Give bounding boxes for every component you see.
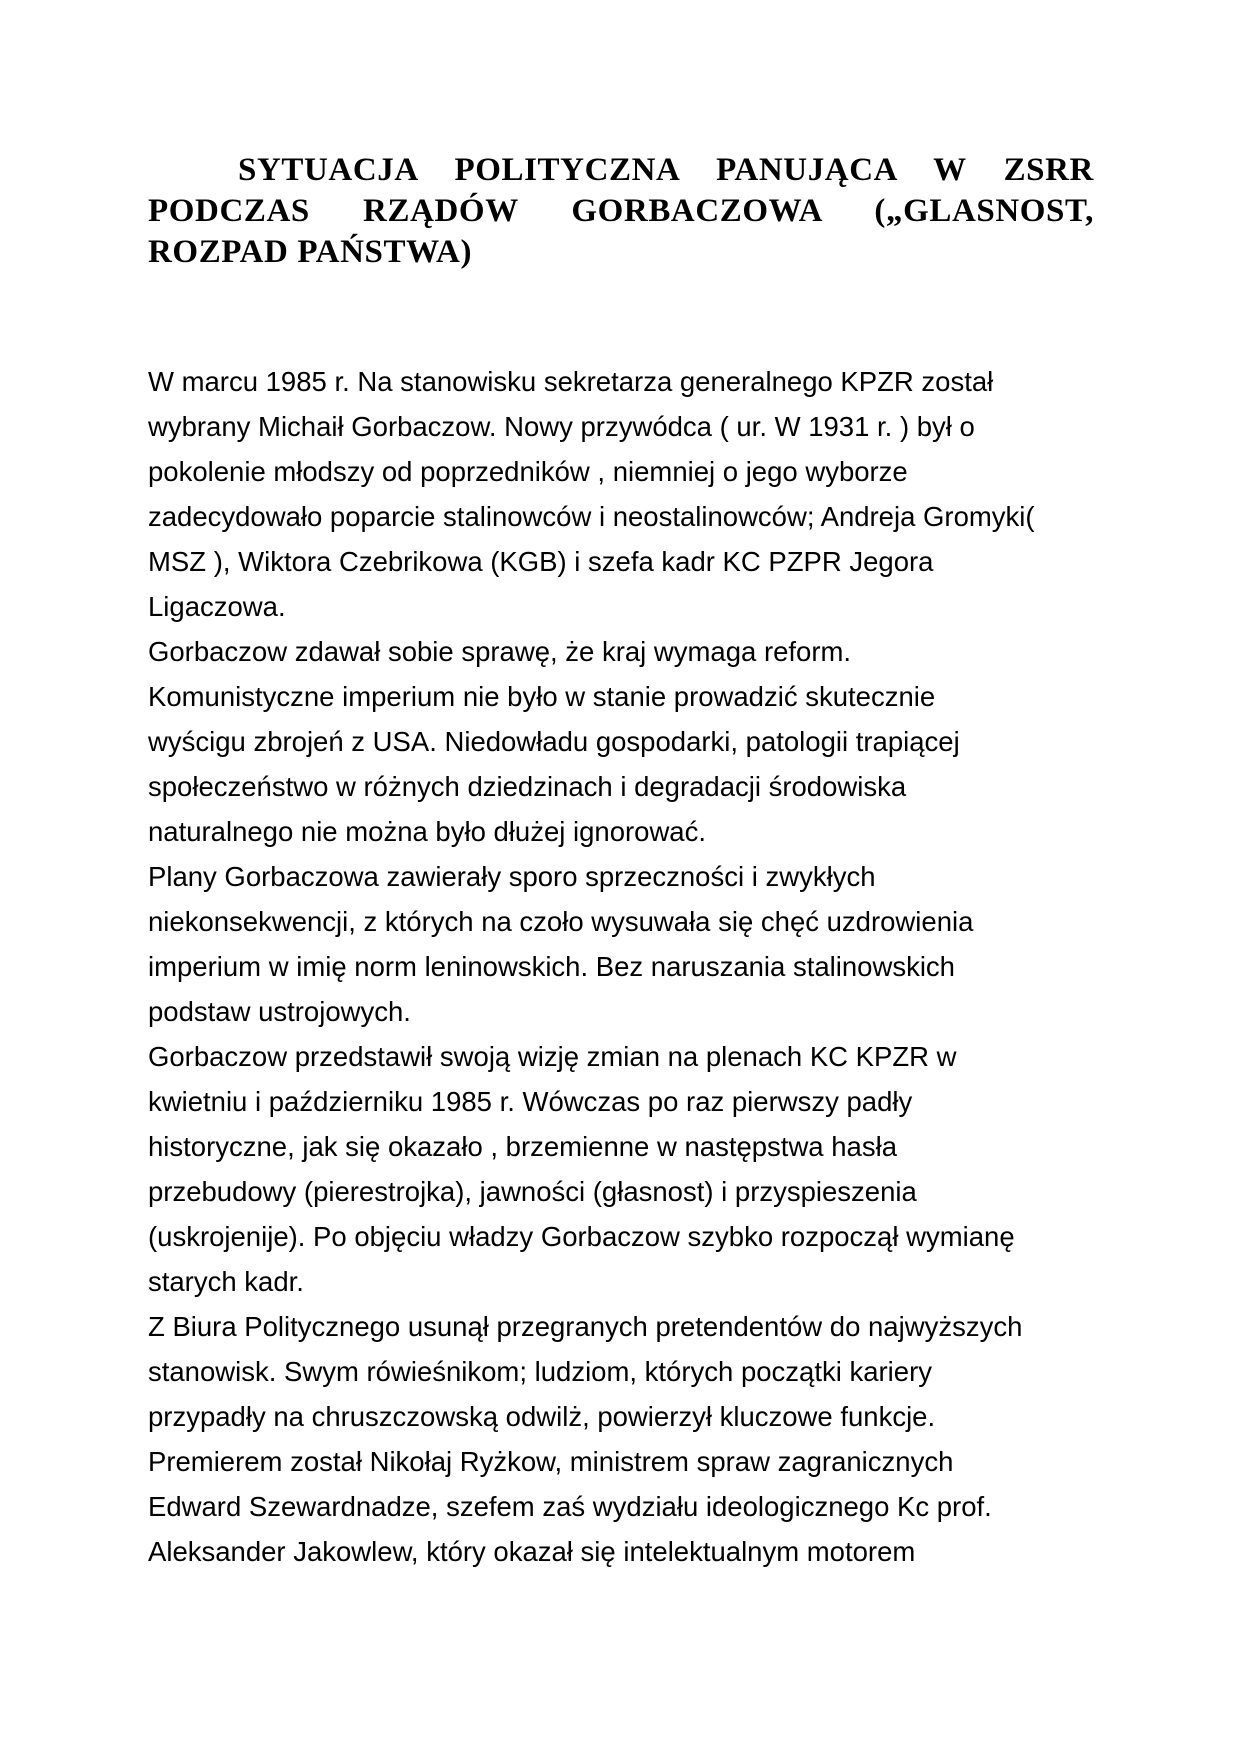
body-line: W marcu 1985 r. Na stanowisku sekretarza generalnego KPZR został [148, 366, 994, 397]
body-line: wyścigu zbrojeń z USA. Niedowładu gospodarki, patologii trapiącej [148, 726, 960, 757]
body-line: niekonsekwencji, z których na czoło wysuwała się chęć uzdrowienia [148, 906, 974, 937]
body-line: Z Biura Politycznego usunął przegranych pretendentów do najwyższych [148, 1311, 1023, 1342]
body-line: pokolenie młodszy od poprzedników , niemniej o jego wyborze [148, 456, 908, 487]
body-line: Plany Gorbaczowa zawierały sporo sprzeczności i zwykłych [148, 861, 876, 892]
document-title [148, 150, 1094, 273]
body-line: (uskrojenije). Po objęciu władzy Gorbaczow szybko rozpoczął wymianę [148, 1221, 1015, 1252]
title-line: ROZPAD PAŃSTWA) [148, 234, 473, 270]
body-line: MSZ ), Wiktora Czebrikowa (KGB) i szefa kadr KC PZPR Jegora [148, 546, 934, 577]
body-line: Gorbaczow zdawał sobie sprawę, że kraj wymaga reform. [148, 636, 852, 667]
body-line: imperium w imię norm leninowskich. Bez naruszania stalinowskich [148, 951, 955, 982]
document-body [148, 359, 1108, 1574]
body-line: Premierem został Nikołaj Ryżkow, ministrem spraw zagranicznych [148, 1446, 954, 1477]
body-line: historyczne, jak się okazało , brzemienne w następstwa hasła [148, 1131, 897, 1162]
body-line: społeczeństwo w różnych dziedzinach i degradacji środowiska [148, 771, 907, 802]
body-line: Edward Szewardnadze, szefem zaś wydziału ideologicznego Kc prof. [148, 1491, 992, 1522]
body-line: Komunistyczne imperium nie było w stanie prowadzić skutecznie [148, 681, 936, 712]
body-line: starych kadr. [148, 1266, 304, 1297]
body-line: Gorbaczow przedstawił swoją wizję zmian na plenach KC KPZR w [148, 1041, 957, 1072]
body-line: przypadły na chruszczowską odwilż, powierzył kluczowe funkcje. [148, 1401, 936, 1432]
body-line: kwietniu i październiku 1985 r. Wówczas po raz pierwszy padły [148, 1086, 913, 1117]
body-line: Ligaczowa. [148, 591, 286, 622]
title-line: SYTUACJA POLITYCZNA PANUJĄCA W ZSRR [238, 152, 1094, 188]
body-line: Aleksander Jakowlew, który okazał się intelektualnym motorem [148, 1536, 916, 1567]
body-line: przebudowy (pierestrojka), jawności (głasnost) i przyspieszenia [148, 1176, 917, 1207]
body-line: wybrany Michaił Gorbaczow. Nowy przywódca ( ur. W 1931 r. ) był o [148, 411, 975, 442]
body-line: stanowisk. Swym rówieśnikom; ludziom, których początki kariery [148, 1356, 932, 1387]
body-line: naturalnego nie można było dłużej ignorować. [148, 816, 706, 847]
body-line: podstaw ustrojowych. [148, 996, 411, 1027]
title-line: PODCZAS RZĄDÓW GORBACZOWA („GLASNOST, [148, 193, 1094, 229]
body-line: zadecydowało poparcie stalinowców i neostalinowców; Andreja Gromyki( [148, 501, 1035, 532]
